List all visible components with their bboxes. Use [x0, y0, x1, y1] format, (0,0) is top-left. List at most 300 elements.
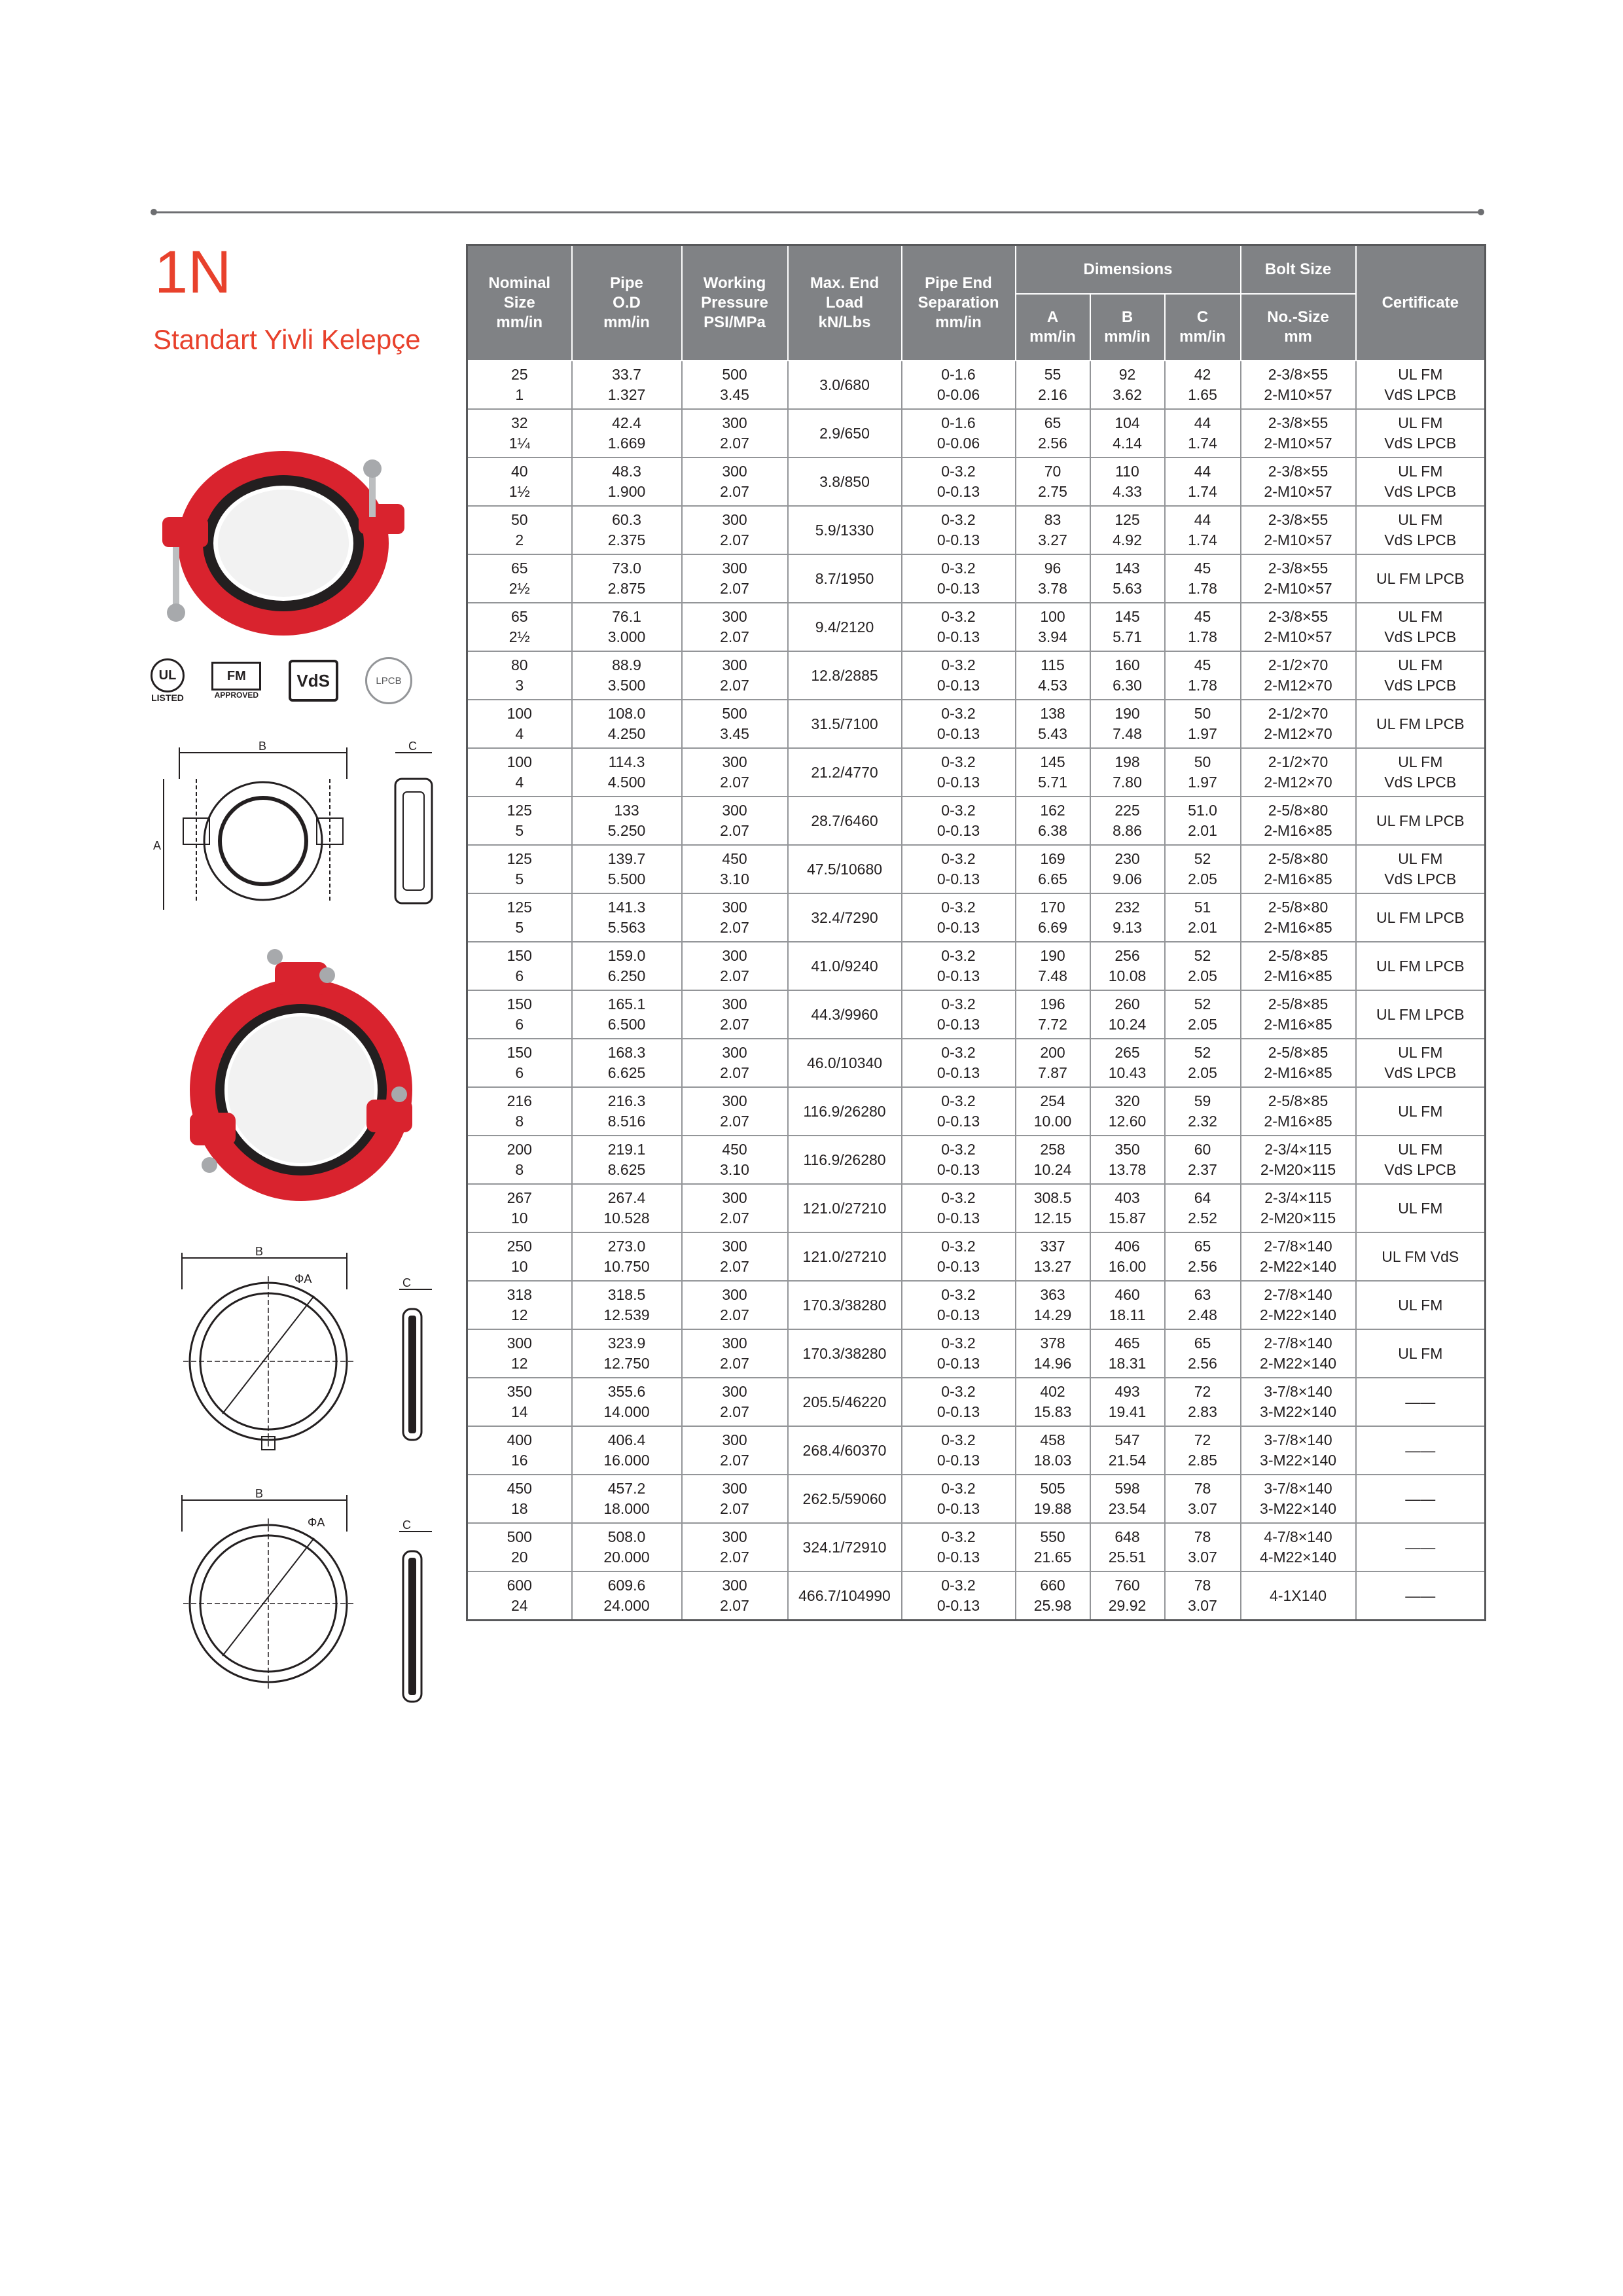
cell-dim-a: 337 13.27 — [1016, 1232, 1090, 1281]
cell-max-end-load: 32.4/7290 — [788, 893, 902, 942]
cell-max-end-load: 21.2/4770 — [788, 748, 902, 797]
cell-certificate: UL FM VdS LPCB — [1356, 651, 1486, 700]
drawing-label-phi-a-2: ΦA — [308, 1516, 325, 1529]
cell-dim-a: 162 6.38 — [1016, 797, 1090, 845]
cell-pipe-od: 108.0 4.250 — [572, 700, 682, 748]
cell-nominal-size: 350 14 — [467, 1378, 572, 1426]
cell-nominal-size: 500 20 — [467, 1523, 572, 1571]
cell-max-end-load: 121.0/27210 — [788, 1232, 902, 1281]
cell-nominal-size: 65 2½ — [467, 603, 572, 651]
cell-certificate: —— — [1356, 1426, 1486, 1475]
cell-working-pressure: 300 2.07 — [682, 457, 788, 506]
cell-pipe-end-separation: 0-3.2 0-0.13 — [902, 748, 1016, 797]
cell-dim-b: 198 7.80 — [1090, 748, 1165, 797]
cell-nominal-size: 125 5 — [467, 797, 572, 845]
fm-approved-icon: FM APPROVED — [211, 662, 261, 700]
cell-pipe-end-separation: 0-3.2 0-0.13 — [902, 1523, 1016, 1571]
cell-certificate: UL FM VdS LPCB — [1356, 361, 1486, 409]
cell-bolt-size: 2-7/8×140 2-M22×140 — [1241, 1329, 1356, 1378]
cell-dim-b: 406 16.00 — [1090, 1232, 1165, 1281]
cell-nominal-size: 40 1½ — [467, 457, 572, 506]
cell-working-pressure: 450 3.10 — [682, 1136, 788, 1184]
cell-pipe-od: 273.0 10.750 — [572, 1232, 682, 1281]
cell-dim-b: 104 4.14 — [1090, 409, 1165, 457]
cell-dim-b: 760 29.92 — [1090, 1571, 1165, 1621]
cell-dim-c: 78 3.07 — [1165, 1571, 1241, 1621]
cell-dim-c: 44 1.74 — [1165, 506, 1241, 554]
cell-pipe-od: 76.1 3.000 — [572, 603, 682, 651]
cell-dim-a: 196 7.72 — [1016, 990, 1090, 1039]
cell-pipe-end-separation: 0-3.2 0-0.13 — [902, 1378, 1016, 1426]
cell-dim-b: 92 3.62 — [1090, 361, 1165, 409]
cell-dim-a: 190 7.48 — [1016, 942, 1090, 990]
cell-pipe-end-separation: 0-3.2 0-0.13 — [902, 797, 1016, 845]
cell-nominal-size: 65 2½ — [467, 554, 572, 603]
cell-dim-b: 403 15.87 — [1090, 1184, 1165, 1232]
cell-dim-b: 160 6.30 — [1090, 651, 1165, 700]
table-row — [467, 1426, 1486, 1475]
cell-nominal-size: 216 8 — [467, 1087, 572, 1136]
cell-nominal-size: 300 12 — [467, 1329, 572, 1378]
cell-pipe-od: 73.0 2.875 — [572, 554, 682, 603]
cell-dim-b: 265 10.43 — [1090, 1039, 1165, 1087]
cell-dim-c: 65 2.56 — [1165, 1329, 1241, 1378]
cell-nominal-size: 32 1¼ — [467, 409, 572, 457]
drawing-label-a: A — [153, 839, 162, 852]
cell-dim-b: 598 23.54 — [1090, 1475, 1165, 1523]
coupling-drawing-front-small — [151, 740, 458, 936]
cell-dim-a: 170 6.69 — [1016, 893, 1090, 942]
cell-nominal-size: 80 3 — [467, 651, 572, 700]
cell-max-end-load: 9.4/2120 — [788, 603, 902, 651]
cell-dim-b: 260 10.24 — [1090, 990, 1165, 1039]
coupling-drawing-front-medium — [164, 1244, 452, 1479]
cell-certificate: UL FM — [1356, 1281, 1486, 1329]
cell-certificate: UL FM VdS LPCB — [1356, 506, 1486, 554]
cell-dim-c: 52 2.05 — [1165, 990, 1241, 1039]
table-row — [467, 1136, 1486, 1184]
table-row — [467, 700, 1486, 748]
table-row — [467, 554, 1486, 603]
cell-bolt-size: 2-1/2×70 2-M12×70 — [1241, 651, 1356, 700]
cell-dim-a: 458 18.03 — [1016, 1426, 1090, 1475]
cell-nominal-size: 150 6 — [467, 990, 572, 1039]
cell-dim-b: 232 9.13 — [1090, 893, 1165, 942]
cell-pipe-od: 42.4 1.669 — [572, 409, 682, 457]
cell-pipe-end-separation: 0-3.2 0-0.13 — [902, 990, 1016, 1039]
cell-pipe-od: 457.2 18.000 — [572, 1475, 682, 1523]
cell-dim-a: 258 10.24 — [1016, 1136, 1090, 1184]
cell-pipe-od: 267.4 10.528 — [572, 1184, 682, 1232]
cell-working-pressure: 300 2.07 — [682, 409, 788, 457]
cell-bolt-size: 2-3/8×55 2-M10×57 — [1241, 457, 1356, 506]
cell-pipe-od: 355.6 14.000 — [572, 1378, 682, 1426]
drawing-label-c: C — [408, 740, 417, 753]
cell-bolt-size: 2-5/8×80 2-M16×85 — [1241, 845, 1356, 893]
cell-dim-a: 363 14.29 — [1016, 1281, 1090, 1329]
cell-pipe-od: 60.3 2.375 — [572, 506, 682, 554]
cell-dim-a: 65 2.56 — [1016, 409, 1090, 457]
cell-dim-a: 138 5.43 — [1016, 700, 1090, 748]
cell-bolt-size: 2-5/8×85 2-M16×85 — [1241, 1039, 1356, 1087]
cell-max-end-load: 41.0/9240 — [788, 942, 902, 990]
cell-pipe-end-separation: 0-3.2 0-0.13 — [902, 1087, 1016, 1136]
drawing-label-b-2: B — [255, 1245, 264, 1258]
header-dim-b: B mm/in — [1090, 294, 1165, 361]
cell-pipe-od: 33.7 1.327 — [572, 361, 682, 409]
cell-bolt-size: 4-1X140 — [1241, 1571, 1356, 1621]
cell-dim-a: 100 3.94 — [1016, 603, 1090, 651]
cell-working-pressure: 300 2.07 — [682, 893, 788, 942]
cell-dim-a: 505 19.88 — [1016, 1475, 1090, 1523]
drawing-label-c-2: C — [402, 1276, 411, 1289]
cell-nominal-size: 200 8 — [467, 1136, 572, 1184]
table-row — [467, 1184, 1486, 1232]
table-row — [467, 797, 1486, 845]
cell-certificate: UL FM VdS LPCB — [1356, 845, 1486, 893]
cell-certificate: UL FM LPCB — [1356, 942, 1486, 990]
cell-certificate: UL FM VdS LPCB — [1356, 1136, 1486, 1184]
header-working-pressure: Working Pressure PSI/MPa — [682, 245, 788, 361]
cell-dim-c: 52 2.05 — [1165, 845, 1241, 893]
header-pipe-end-separation: Pipe End Separation mm/in — [902, 245, 1016, 361]
cell-working-pressure: 300 2.07 — [682, 1087, 788, 1136]
cell-bolt-size: 4-7/8×140 4-M22×140 — [1241, 1523, 1356, 1571]
cell-pipe-od: 508.0 20.000 — [572, 1523, 682, 1571]
cell-pipe-end-separation: 0-3.2 0-0.13 — [902, 1136, 1016, 1184]
cell-max-end-load: 5.9/1330 — [788, 506, 902, 554]
cell-dim-c: 63 2.48 — [1165, 1281, 1241, 1329]
cell-dim-b: 493 19.41 — [1090, 1378, 1165, 1426]
cell-pipe-od: 114.3 4.500 — [572, 748, 682, 797]
cell-max-end-load: 3.0/680 — [788, 361, 902, 409]
cell-pipe-end-separation: 0-3.2 0-0.13 — [902, 457, 1016, 506]
cell-certificate: UL FM — [1356, 1329, 1486, 1378]
cell-pipe-end-separation: 0-3.2 0-0.13 — [902, 506, 1016, 554]
cell-working-pressure: 300 2.07 — [682, 1426, 788, 1475]
coupling-photo-small — [149, 419, 418, 641]
cell-working-pressure: 300 2.07 — [682, 651, 788, 700]
cell-max-end-load: 205.5/46220 — [788, 1378, 902, 1426]
cell-pipe-end-separation: 0-3.2 0-0.13 — [902, 845, 1016, 893]
cell-pipe-od: 133 5.250 — [572, 797, 682, 845]
cell-bolt-size: 2-5/8×80 2-M16×85 — [1241, 797, 1356, 845]
cell-dim-b: 460 18.11 — [1090, 1281, 1165, 1329]
cell-dim-b: 110 4.33 — [1090, 457, 1165, 506]
header-pipe-od: Pipe O.D mm/in — [572, 245, 682, 361]
cell-max-end-load: 262.5/59060 — [788, 1475, 902, 1523]
cell-bolt-size: 2-5/8×85 2-M16×85 — [1241, 1087, 1356, 1136]
cell-pipe-od: 216.3 8.516 — [572, 1087, 682, 1136]
table-row — [467, 1571, 1486, 1621]
lpcb-icon: LPCB — [365, 657, 412, 704]
table-row — [467, 457, 1486, 506]
cell-working-pressure: 450 3.10 — [682, 845, 788, 893]
cell-dim-c: 42 1.65 — [1165, 361, 1241, 409]
cell-working-pressure: 300 2.07 — [682, 1232, 788, 1281]
cell-dim-b: 547 21.54 — [1090, 1426, 1165, 1475]
cell-certificate: UL FM LPCB — [1356, 797, 1486, 845]
cell-nominal-size: 100 4 — [467, 748, 572, 797]
cell-dim-b: 648 25.51 — [1090, 1523, 1165, 1571]
cell-pipe-end-separation: 0-1.6 0-0.06 — [902, 409, 1016, 457]
cell-working-pressure: 300 2.07 — [682, 797, 788, 845]
cell-pipe-od: 141.3 5.563 — [572, 893, 682, 942]
cell-pipe-end-separation: 0-1.6 0-0.06 — [902, 361, 1016, 409]
cell-pipe-end-separation: 0-3.2 0-0.13 — [902, 1571, 1016, 1621]
cell-pipe-end-separation: 0-3.2 0-0.13 — [902, 1426, 1016, 1475]
cell-dim-a: 308.5 12.15 — [1016, 1184, 1090, 1232]
cell-pipe-end-separation: 0-3.2 0-0.13 — [902, 893, 1016, 942]
cell-pipe-od: 165.1 6.500 — [572, 990, 682, 1039]
certification-marks — [151, 655, 412, 707]
cell-dim-c: 51 2.01 — [1165, 893, 1241, 942]
table-row — [467, 361, 1486, 409]
cell-working-pressure: 300 2.07 — [682, 1571, 788, 1621]
cell-dim-c: 50 1.97 — [1165, 748, 1241, 797]
cell-dim-a: 145 5.71 — [1016, 748, 1090, 797]
cell-bolt-size: 2-3/8×55 2-M10×57 — [1241, 554, 1356, 603]
cell-bolt-size: 2-1/2×70 2-M12×70 — [1241, 748, 1356, 797]
cell-pipe-end-separation: 0-3.2 0-0.13 — [902, 942, 1016, 990]
cell-nominal-size: 600 24 — [467, 1571, 572, 1621]
cell-bolt-size: 2-5/8×85 2-M16×85 — [1241, 942, 1356, 990]
cell-dim-a: 70 2.75 — [1016, 457, 1090, 506]
cell-bolt-size: 3-7/8×140 3-M22×140 — [1241, 1378, 1356, 1426]
cell-certificate: UL FM LPCB — [1356, 554, 1486, 603]
cell-max-end-load: 324.1/72910 — [788, 1523, 902, 1571]
cell-working-pressure: 300 2.07 — [682, 1039, 788, 1087]
model-code: 1N — [154, 239, 232, 306]
table-row — [467, 1039, 1486, 1087]
cell-working-pressure: 500 3.45 — [682, 700, 788, 748]
cell-dim-c: 45 1.78 — [1165, 603, 1241, 651]
cell-max-end-load: 121.0/27210 — [788, 1184, 902, 1232]
cell-nominal-size: 450 18 — [467, 1475, 572, 1523]
header-dim-a: A mm/in — [1016, 294, 1090, 361]
cell-certificate: UL FM VdS LPCB — [1356, 409, 1486, 457]
product-subtitle: Standart Yivli Kelepçe — [153, 324, 421, 355]
cell-max-end-load: 2.9/650 — [788, 409, 902, 457]
cell-working-pressure: 300 2.07 — [682, 942, 788, 990]
coupling-drawing-front-large — [164, 1486, 452, 1721]
cell-pipe-end-separation: 0-3.2 0-0.13 — [902, 1184, 1016, 1232]
table-row — [467, 603, 1486, 651]
drawing-label-b: B — [259, 740, 267, 753]
cell-pipe-od: 88.9 3.500 — [572, 651, 682, 700]
cell-dim-a: 55 2.16 — [1016, 361, 1090, 409]
cell-certificate: UL FM VdS LPCB — [1356, 748, 1486, 797]
cell-working-pressure: 300 2.07 — [682, 990, 788, 1039]
cell-max-end-load: 31.5/7100 — [788, 700, 902, 748]
cell-working-pressure: 300 2.07 — [682, 1281, 788, 1329]
cell-working-pressure: 300 2.07 — [682, 554, 788, 603]
cell-working-pressure: 300 2.07 — [682, 1378, 788, 1426]
cell-dim-b: 350 13.78 — [1090, 1136, 1165, 1184]
top-rule — [153, 211, 1482, 213]
cell-bolt-size: 3-7/8×140 3-M22×140 — [1241, 1426, 1356, 1475]
cell-dim-c: 78 3.07 — [1165, 1475, 1241, 1523]
cell-certificate: —— — [1356, 1571, 1486, 1621]
drawing-label-c-3: C — [402, 1518, 411, 1532]
cell-dim-b: 190 7.48 — [1090, 700, 1165, 748]
cell-dim-a: 83 3.27 — [1016, 506, 1090, 554]
header-dimensions: Dimensions — [1016, 245, 1241, 295]
cell-dim-a: 200 7.87 — [1016, 1039, 1090, 1087]
cell-dim-a: 96 3.78 — [1016, 554, 1090, 603]
ul-listed-icon: UL LISTED — [151, 658, 185, 703]
cell-certificate: UL FM VdS LPCB — [1356, 1039, 1486, 1087]
cell-max-end-load: 12.8/2885 — [788, 651, 902, 700]
cell-dim-b: 256 10.08 — [1090, 942, 1165, 990]
cell-pipe-od: 159.0 6.250 — [572, 942, 682, 990]
cell-dim-c: 78 3.07 — [1165, 1523, 1241, 1571]
cell-pipe-end-separation: 0-3.2 0-0.13 — [902, 1329, 1016, 1378]
cell-working-pressure: 500 3.45 — [682, 361, 788, 409]
cell-bolt-size: 2-3/4×115 2-M20×115 — [1241, 1184, 1356, 1232]
table-row — [467, 1232, 1486, 1281]
cell-max-end-load: 3.8/850 — [788, 457, 902, 506]
cell-nominal-size: 150 6 — [467, 1039, 572, 1087]
cell-pipe-od: 406.4 16.000 — [572, 1426, 682, 1475]
cell-pipe-end-separation: 0-3.2 0-0.13 — [902, 1281, 1016, 1329]
table-row — [467, 1523, 1486, 1571]
cell-bolt-size: 2-1/2×70 2-M12×70 — [1241, 700, 1356, 748]
cell-dim-a: 402 15.83 — [1016, 1378, 1090, 1426]
cell-working-pressure: 300 2.07 — [682, 1523, 788, 1571]
table-row — [467, 748, 1486, 797]
cell-max-end-load: 170.3/38280 — [788, 1281, 902, 1329]
table-row — [467, 506, 1486, 554]
cell-dim-a: 378 14.96 — [1016, 1329, 1090, 1378]
cell-nominal-size: 400 16 — [467, 1426, 572, 1475]
cell-bolt-size: 2-3/8×55 2-M10×57 — [1241, 361, 1356, 409]
cell-dim-b: 143 5.63 — [1090, 554, 1165, 603]
cell-max-end-load: 116.9/26280 — [788, 1087, 902, 1136]
cell-certificate: UL FM VdS LPCB — [1356, 457, 1486, 506]
cell-working-pressure: 300 2.07 — [682, 603, 788, 651]
cell-bolt-size: 2-5/8×80 2-M16×85 — [1241, 893, 1356, 942]
table-row — [467, 845, 1486, 893]
cell-pipe-od: 318.5 12.539 — [572, 1281, 682, 1329]
drawing-label-phi-a: ΦA — [294, 1272, 312, 1285]
table-row — [467, 1475, 1486, 1523]
cell-nominal-size: 267 10 — [467, 1184, 572, 1232]
cell-certificate: UL FM LPCB — [1356, 893, 1486, 942]
spec-table — [466, 244, 1486, 1621]
cell-pipe-end-separation: 0-3.2 0-0.13 — [902, 554, 1016, 603]
cell-dim-c: 60 2.37 — [1165, 1136, 1241, 1184]
cell-working-pressure: 300 2.07 — [682, 748, 788, 797]
cell-max-end-load: 116.9/26280 — [788, 1136, 902, 1184]
cell-dim-c: 59 2.32 — [1165, 1087, 1241, 1136]
cell-nominal-size: 25 1 — [467, 361, 572, 409]
cell-certificate: UL FM VdS — [1356, 1232, 1486, 1281]
table-row — [467, 893, 1486, 942]
table-row — [467, 1378, 1486, 1426]
cell-bolt-size: 2-3/8×55 2-M10×57 — [1241, 603, 1356, 651]
cell-dim-c: 44 1.74 — [1165, 457, 1241, 506]
cell-dim-c: 45 1.78 — [1165, 554, 1241, 603]
header-bolt-no-size: No.-Size mm — [1241, 294, 1356, 361]
drawing-label-b-3: B — [255, 1487, 264, 1500]
cell-pipe-end-separation: 0-3.2 0-0.13 — [902, 603, 1016, 651]
cell-dim-c: 72 2.85 — [1165, 1426, 1241, 1475]
cell-pipe-end-separation: 0-3.2 0-0.13 — [902, 1039, 1016, 1087]
table-row — [467, 1087, 1486, 1136]
table-row — [467, 651, 1486, 700]
cell-nominal-size: 125 5 — [467, 845, 572, 893]
cell-dim-a: 169 6.65 — [1016, 845, 1090, 893]
cell-working-pressure: 300 2.07 — [682, 506, 788, 554]
cell-pipe-od: 48.3 1.900 — [572, 457, 682, 506]
cell-max-end-load: 44.3/9960 — [788, 990, 902, 1039]
cell-pipe-end-separation: 0-3.2 0-0.13 — [902, 1232, 1016, 1281]
cell-dim-c: 51.0 2.01 — [1165, 797, 1241, 845]
cell-certificate: UL FM — [1356, 1087, 1486, 1136]
cell-dim-b: 225 8.86 — [1090, 797, 1165, 845]
cell-certificate: UL FM VdS LPCB — [1356, 603, 1486, 651]
cell-certificate: —— — [1356, 1523, 1486, 1571]
header-nominal-size: Nominal Size mm/in — [467, 245, 572, 361]
table-row — [467, 1329, 1486, 1378]
cell-nominal-size: 100 4 — [467, 700, 572, 748]
cell-certificate: UL FM LPCB — [1356, 700, 1486, 748]
cell-certificate: —— — [1356, 1475, 1486, 1523]
cell-bolt-size: 2-3/8×55 2-M10×57 — [1241, 506, 1356, 554]
cell-dim-c: 45 1.78 — [1165, 651, 1241, 700]
cell-certificate: UL FM — [1356, 1184, 1486, 1232]
cell-dim-b: 125 4.92 — [1090, 506, 1165, 554]
cell-dim-a: 254 10.00 — [1016, 1087, 1090, 1136]
cell-dim-c: 65 2.56 — [1165, 1232, 1241, 1281]
cell-dim-b: 230 9.06 — [1090, 845, 1165, 893]
cell-dim-c: 64 2.52 — [1165, 1184, 1241, 1232]
coupling-photo-large — [183, 949, 419, 1224]
cell-dim-b: 145 5.71 — [1090, 603, 1165, 651]
cell-pipe-od: 219.1 8.625 — [572, 1136, 682, 1184]
cell-max-end-load: 47.5/10680 — [788, 845, 902, 893]
cell-pipe-end-separation: 0-3.2 0-0.13 — [902, 651, 1016, 700]
cell-bolt-size: 2-3/4×115 2-M20×115 — [1241, 1136, 1356, 1184]
table-row — [467, 942, 1486, 990]
cell-nominal-size: 250 10 — [467, 1232, 572, 1281]
header-max-end-load: Max. End Load kN/Lbs — [788, 245, 902, 361]
cell-certificate: —— — [1356, 1378, 1486, 1426]
cell-working-pressure: 300 2.07 — [682, 1329, 788, 1378]
cell-dim-b: 320 12.60 — [1090, 1087, 1165, 1136]
table-row — [467, 409, 1486, 457]
cell-dim-a: 115 4.53 — [1016, 651, 1090, 700]
cell-dim-c: 50 1.97 — [1165, 700, 1241, 748]
cell-max-end-load: 466.7/104990 — [788, 1571, 902, 1621]
header-bolt-size: Bolt Size — [1241, 245, 1356, 295]
header-dim-c: C mm/in — [1165, 294, 1241, 361]
cell-bolt-size: 2-3/8×55 2-M10×57 — [1241, 409, 1356, 457]
cell-max-end-load: 268.4/60370 — [788, 1426, 902, 1475]
cell-pipe-od: 609.6 24.000 — [572, 1571, 682, 1621]
cell-dim-c: 72 2.83 — [1165, 1378, 1241, 1426]
cell-dim-c: 44 1.74 — [1165, 409, 1241, 457]
cell-pipe-od: 168.3 6.625 — [572, 1039, 682, 1087]
cell-pipe-end-separation: 0-3.2 0-0.13 — [902, 700, 1016, 748]
cell-dim-b: 465 18.31 — [1090, 1329, 1165, 1378]
cell-max-end-load: 28.7/6460 — [788, 797, 902, 845]
cell-pipe-od: 139.7 5.500 — [572, 845, 682, 893]
cell-max-end-load: 46.0/10340 — [788, 1039, 902, 1087]
cell-working-pressure: 300 2.07 — [682, 1475, 788, 1523]
cell-pipe-od: 323.9 12.750 — [572, 1329, 682, 1378]
